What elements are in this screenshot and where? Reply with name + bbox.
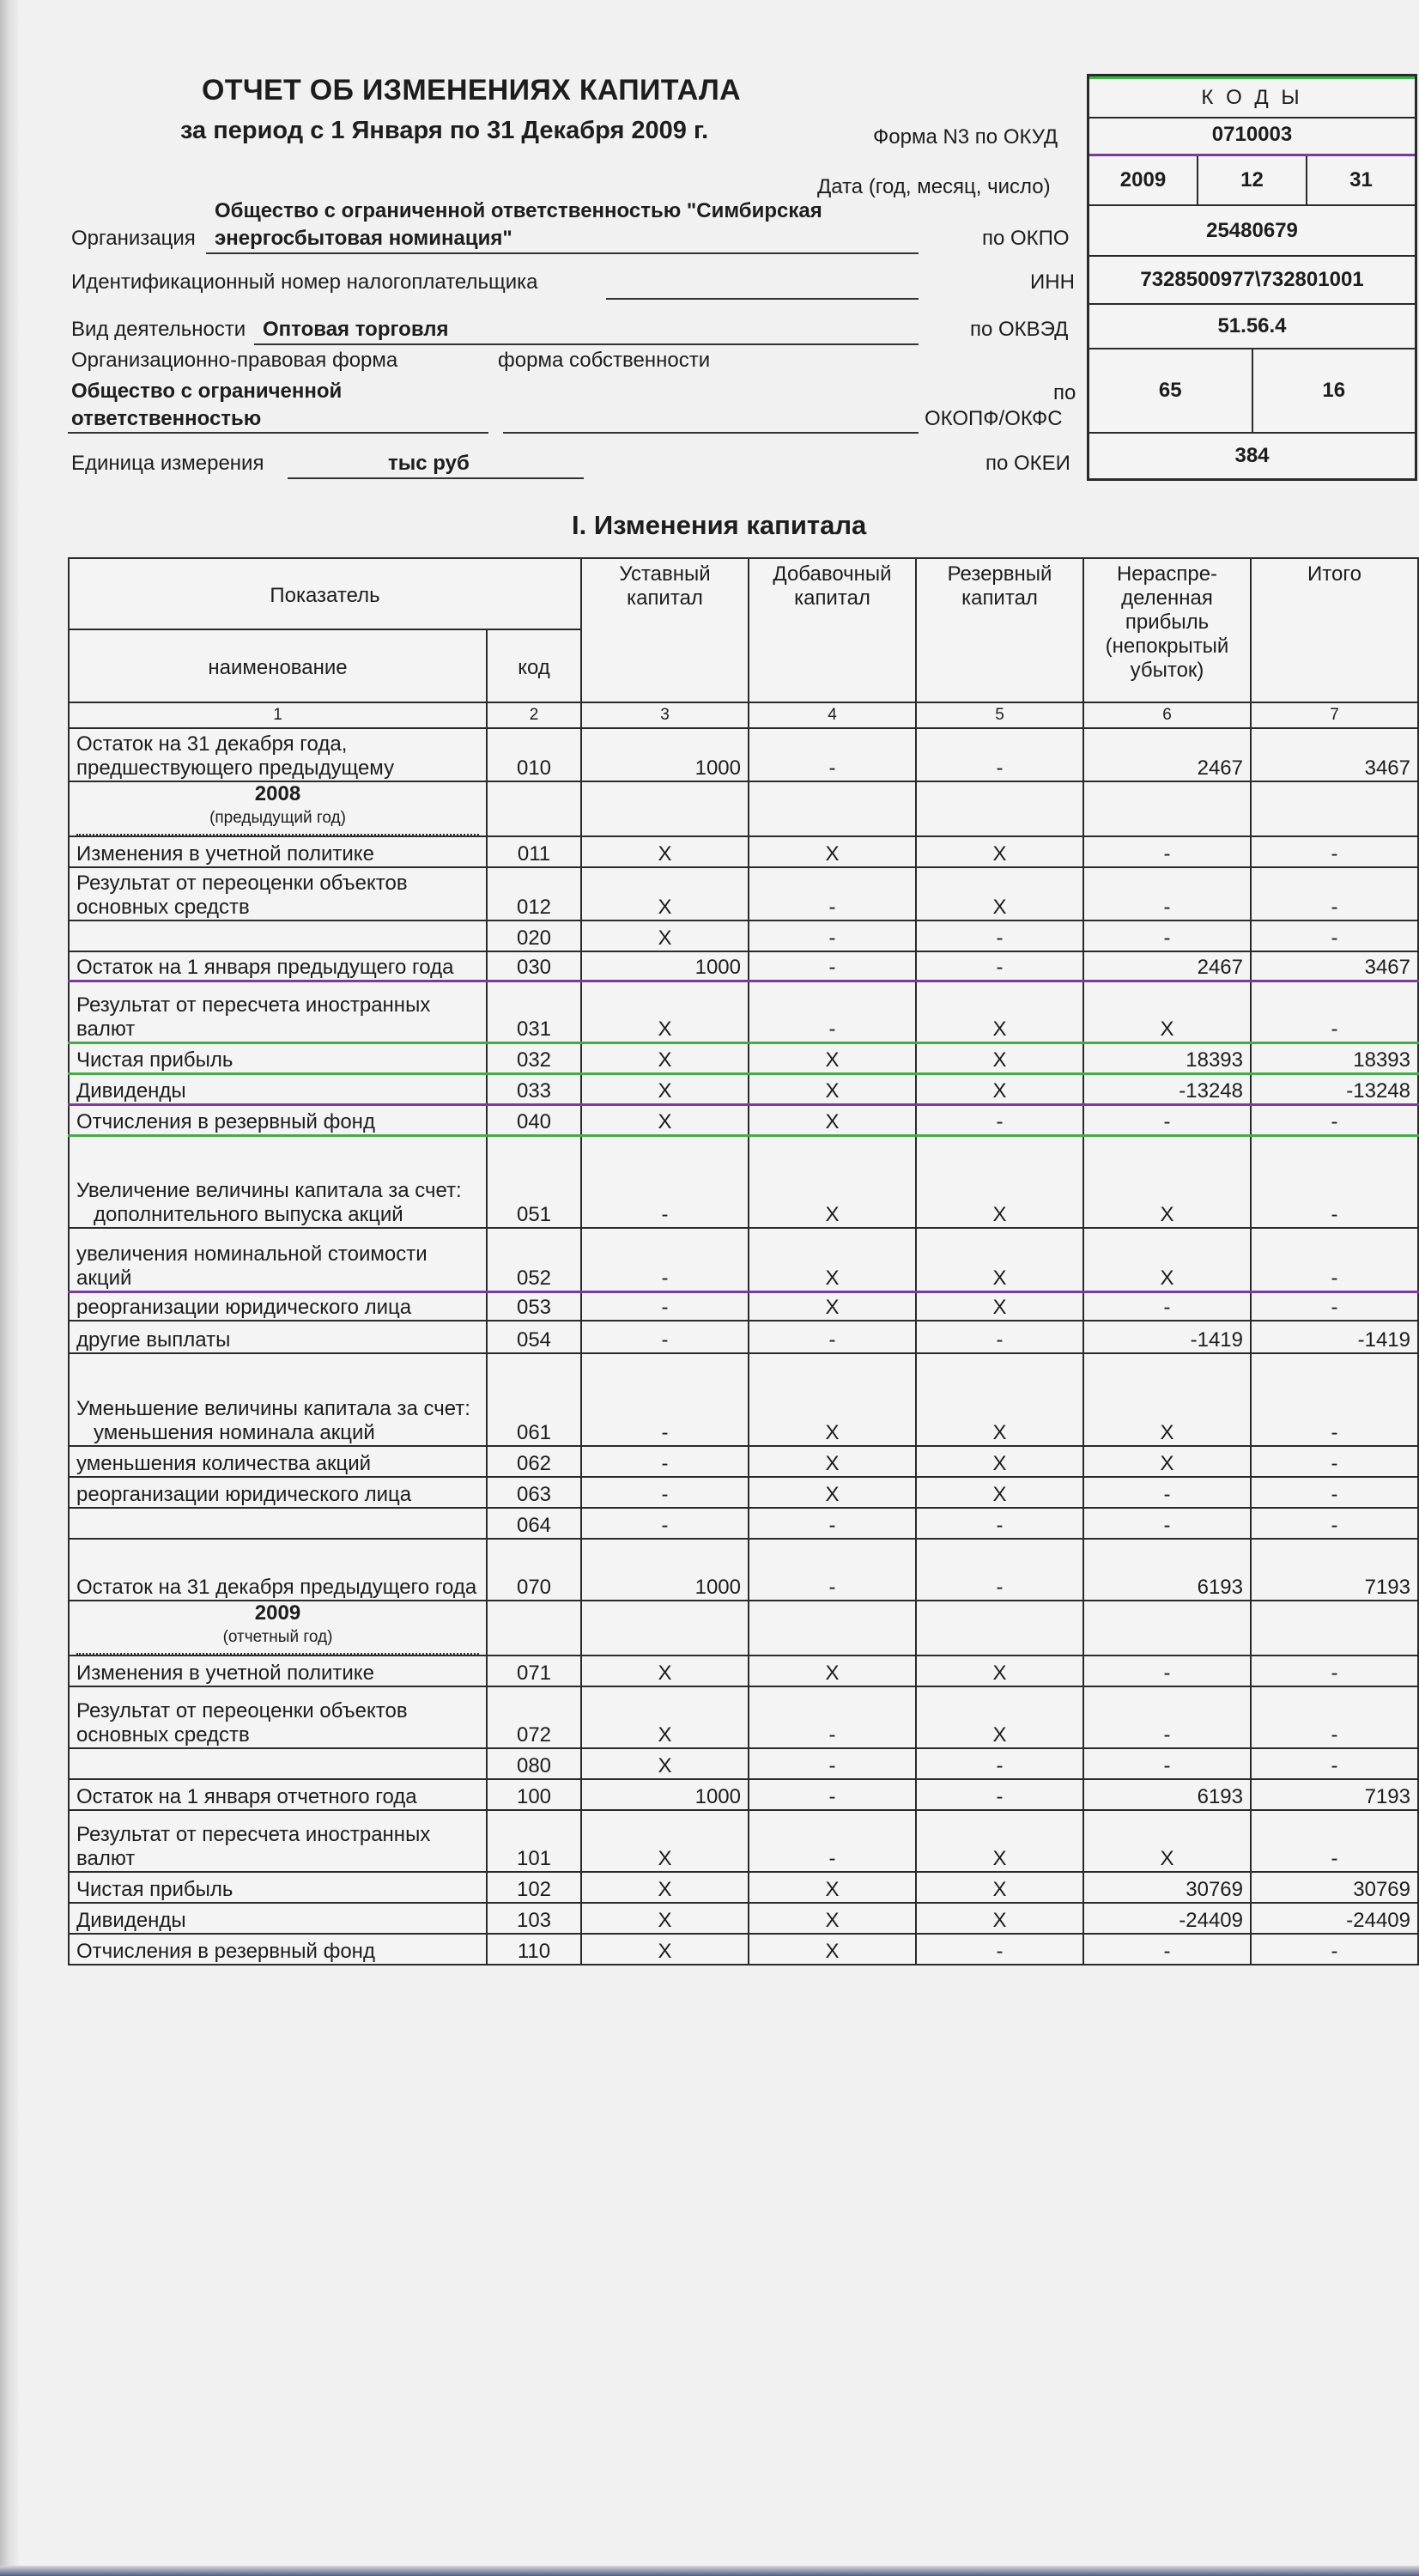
cell-c7: - xyxy=(1251,981,1418,1042)
cell-c5: X xyxy=(916,1291,1083,1321)
cell-c7: -13248 xyxy=(1251,1073,1418,1104)
cell-c4: X xyxy=(749,1042,916,1073)
header-name: наименование xyxy=(69,629,487,702)
form-okud-label: Форма N3 по ОКУД xyxy=(873,125,1058,149)
cell-c3: - xyxy=(581,1321,749,1353)
row-name: Чистая прибыль xyxy=(69,1872,487,1903)
activity-label: Вид деятельности xyxy=(71,318,246,341)
table-row xyxy=(69,1321,1418,1353)
cell-c3: - xyxy=(581,1477,749,1508)
cell-c5: - xyxy=(916,1104,1083,1135)
row-code: 062 xyxy=(487,1446,581,1477)
table-row xyxy=(69,1073,1418,1104)
cell-c5: X xyxy=(916,1073,1083,1104)
cell-c7: 7193 xyxy=(1251,1539,1418,1601)
cell-c7: -24409 xyxy=(1251,1903,1418,1934)
row-code: 110 xyxy=(487,1934,581,1965)
empty-cell xyxy=(916,1601,1083,1656)
row-sub-label: дополнительного выпуска акций xyxy=(94,1203,403,1226)
row-code: 063 xyxy=(487,1477,581,1508)
row-code: 011 xyxy=(487,836,581,867)
cell-c5: X xyxy=(916,1810,1083,1872)
table-row xyxy=(69,867,1418,920)
table-row xyxy=(69,1872,1418,1903)
year-note: (предыдущий год) xyxy=(76,806,479,835)
year-heading: 2008 xyxy=(254,782,301,805)
legal-form-value-line1: Общество с ограниченной xyxy=(71,380,343,403)
row-code: 101 xyxy=(487,1810,581,1872)
cell-c3: X xyxy=(581,1810,749,1872)
cell-c5: X xyxy=(916,1872,1083,1903)
cell-c6: -1419 xyxy=(1083,1321,1251,1353)
cell-c5: X xyxy=(916,1656,1083,1686)
empty-cell xyxy=(1083,781,1251,836)
row-code: 103 xyxy=(487,1903,581,1934)
ownership-label: форма собственности xyxy=(498,349,711,372)
header-indicator: Показатель xyxy=(69,558,581,629)
cell-c5: X xyxy=(916,1477,1083,1508)
report-title: ОТЧЕТ ОБ ИЗМЕНЕНИЯХ КАПИТАЛА xyxy=(202,74,741,106)
table-row xyxy=(69,1934,1418,1965)
index-cell: 2 xyxy=(487,702,581,728)
cell-c5: - xyxy=(916,1539,1083,1601)
cell-c7: 18393 xyxy=(1251,1042,1418,1073)
cell-c6: X xyxy=(1083,1810,1251,1872)
cell-c4: X xyxy=(749,1446,916,1477)
table-row xyxy=(69,1446,1418,1477)
empty-cell xyxy=(581,1601,749,1656)
index-cell: 7 xyxy=(1251,702,1418,728)
cell-c4: - xyxy=(749,1748,916,1779)
cell-c7: - xyxy=(1251,1104,1418,1135)
cell-c7: - xyxy=(1251,1291,1418,1321)
cell-c5: X xyxy=(916,836,1083,867)
empty-cell xyxy=(581,781,749,836)
cell-c5: X xyxy=(916,1446,1083,1477)
cell-c3: X xyxy=(581,867,749,920)
row-code: 012 xyxy=(487,867,581,920)
codes-box xyxy=(1087,74,1417,481)
cell-c5: X xyxy=(916,1353,1083,1446)
row-name xyxy=(69,1748,487,1779)
cell-c7: 3467 xyxy=(1251,951,1418,981)
cell-c3: 1000 xyxy=(581,1779,749,1810)
row-code: 072 xyxy=(487,1686,581,1748)
row-name: Остаток на 31 декабря предыдущего года xyxy=(69,1539,487,1601)
row-name: Изменения в учетной политике xyxy=(69,1656,487,1686)
cell-c3: - xyxy=(581,1228,749,1291)
inn-underline xyxy=(606,298,919,300)
header-additional-capital: Добавочный капитал xyxy=(749,558,916,702)
cell-c7: 30769 xyxy=(1251,1872,1418,1903)
okud-code: 0710003 xyxy=(1089,116,1415,156)
year-heading: 2009 xyxy=(254,1601,301,1625)
row-sub-label: уменьшения номинала акций xyxy=(94,1421,375,1444)
cell-c4: X xyxy=(749,1903,916,1934)
row-group-label: Увеличение величины капитала за счет: xyxy=(76,1179,462,1202)
row-code: 030 xyxy=(487,951,581,981)
cell-c6: 2467 xyxy=(1083,951,1251,981)
cell-c4: - xyxy=(749,1686,916,1748)
table-row xyxy=(69,1748,1418,1779)
unit-label: Единица измерения xyxy=(71,452,264,475)
row-name: Изменения в учетной политике xyxy=(69,836,487,867)
empty-cell xyxy=(1083,1601,1251,1656)
cell-c4: - xyxy=(749,981,916,1042)
cell-c3: X xyxy=(581,1872,749,1903)
row-code: 064 xyxy=(487,1508,581,1539)
cell-c6: X xyxy=(1083,1353,1251,1446)
cell-c6: 6193 xyxy=(1083,1539,1251,1601)
row-code: 051 xyxy=(487,1135,581,1228)
cell-c5: - xyxy=(916,1748,1083,1779)
table-row xyxy=(69,836,1418,867)
cell-c4: - xyxy=(749,951,916,981)
row-code: 031 xyxy=(487,981,581,1042)
cell-c4: X xyxy=(749,836,916,867)
okopf-label-1: по xyxy=(1053,381,1076,404)
cell-c5: - xyxy=(916,1321,1083,1353)
report-period: за период с 1 Января по 31 Декабря 2009 г. xyxy=(180,117,709,144)
cell-c7: - xyxy=(1251,1508,1418,1539)
cell-c5: - xyxy=(916,1779,1083,1810)
index-cell: 6 xyxy=(1083,702,1251,728)
codes-heading: К О Д Ы xyxy=(1089,76,1415,118)
code-day: 31 xyxy=(1349,168,1373,191)
empty-cell xyxy=(749,1601,916,1656)
cell-c6: - xyxy=(1083,867,1251,920)
cell-c3: 1000 xyxy=(581,1539,749,1601)
cell-c4: - xyxy=(749,920,916,951)
cell-c4: - xyxy=(749,1810,916,1872)
cell-c4: X xyxy=(749,1656,916,1686)
cell-c7: - xyxy=(1251,1934,1418,1965)
row-name: Остаток на 1 января отчетного года xyxy=(69,1779,487,1810)
org-name-line1: Общество с ограниченной ответственностью "Симбирская xyxy=(215,199,822,222)
row-name: реорганизации юридического лица xyxy=(69,1477,487,1508)
row-name xyxy=(69,1508,487,1539)
cell-c6: 2467 xyxy=(1083,728,1251,781)
inn-full-label: Идентификационный номер налогоплательщика xyxy=(71,270,538,294)
row-name: другие выплаты xyxy=(69,1321,487,1353)
cell-c6: X xyxy=(1083,1446,1251,1477)
code-year: 2009 xyxy=(1089,156,1198,204)
row-code: 040 xyxy=(487,1104,581,1135)
cell-c4: X xyxy=(749,1291,916,1321)
cell-c3: X xyxy=(581,981,749,1042)
row-code: 071 xyxy=(487,1656,581,1686)
okei-label: по ОКЕИ xyxy=(985,452,1070,475)
okved-code: 51.56.4 xyxy=(1089,305,1415,349)
cell-c7: - xyxy=(1251,1135,1418,1228)
cell-c7: - xyxy=(1251,1748,1418,1779)
header-reserve-capital: Резервный капитал xyxy=(916,558,1083,702)
table-row xyxy=(69,1104,1418,1135)
cell-c4: X xyxy=(749,1934,916,1965)
cell-c7: - xyxy=(1251,1353,1418,1446)
cell-c7: 7193 xyxy=(1251,1779,1418,1810)
cell-c4: - xyxy=(749,1321,916,1353)
cell-c6: - xyxy=(1083,1686,1251,1748)
empty-cell xyxy=(487,781,581,836)
row-name: уменьшения количества акций xyxy=(69,1446,487,1477)
cell-c4: - xyxy=(749,1539,916,1601)
cell-c3: 1000 xyxy=(581,951,749,981)
row-code: 100 xyxy=(487,1779,581,1810)
cell-c5: X xyxy=(916,981,1083,1042)
cell-c5: X xyxy=(916,1135,1083,1228)
row-name: Отчисления в резервный фонд xyxy=(69,1934,487,1965)
cell-c6: - xyxy=(1083,920,1251,951)
row-code: 061 xyxy=(487,1353,581,1446)
inn-code: 7328500977\732801001 xyxy=(1089,257,1415,305)
cell-c3: X xyxy=(581,1934,749,1965)
cell-c5: - xyxy=(916,920,1083,951)
table-row xyxy=(69,1353,1418,1446)
okopf-okfs-codes xyxy=(1089,349,1415,434)
row-name: реорганизации юридического лица xyxy=(69,1291,487,1321)
cell-c4: - xyxy=(749,867,916,920)
cell-c5: X xyxy=(916,867,1083,920)
cell-c6: - xyxy=(1083,1934,1251,1965)
row-code: 010 xyxy=(487,728,581,781)
row-code: 080 xyxy=(487,1748,581,1779)
okved-label: по ОКВЭД xyxy=(970,318,1069,341)
table-row xyxy=(69,1779,1418,1810)
cell-c4: X xyxy=(749,1135,916,1228)
empty-cell xyxy=(487,1601,581,1656)
row-name: увеличения номинальной стоимости акций xyxy=(69,1228,487,1291)
row-name: Остаток на 1 января предыдущего года xyxy=(69,951,487,981)
cell-c6: -24409 xyxy=(1083,1903,1251,1934)
index-cell: 4 xyxy=(749,702,916,728)
row-code: 053 xyxy=(487,1291,581,1321)
row-name: Отчисления в резервный фонд xyxy=(69,1104,487,1135)
cell-c5: X xyxy=(916,1686,1083,1748)
header-code: код xyxy=(487,629,581,702)
table-row xyxy=(69,951,1418,981)
row-code: 020 xyxy=(487,920,581,951)
table-row xyxy=(69,1656,1418,1686)
table-row xyxy=(69,1228,1418,1291)
cell-c7: - xyxy=(1251,1228,1418,1291)
cell-c6: - xyxy=(1083,1656,1251,1686)
cell-c4: - xyxy=(749,1779,916,1810)
row-name: Дивиденды xyxy=(69,1073,487,1104)
cell-c5: - xyxy=(916,1508,1083,1539)
row-code: 032 xyxy=(487,1042,581,1073)
row-name: Чистая прибыль xyxy=(69,1042,487,1073)
year-heading-cell xyxy=(69,781,487,836)
row-name xyxy=(69,1135,487,1228)
cell-c6: X xyxy=(1083,1135,1251,1228)
cell-c6: X xyxy=(1083,1228,1251,1291)
table-row xyxy=(69,1135,1418,1228)
cell-c5: - xyxy=(916,1934,1083,1965)
cell-c3: X xyxy=(581,1686,749,1748)
page-spine-shadow xyxy=(0,0,19,2576)
row-code: 102 xyxy=(487,1872,581,1903)
cell-c5: X xyxy=(916,1903,1083,1934)
cell-c7: - xyxy=(1251,1686,1418,1748)
cell-c4: - xyxy=(749,1508,916,1539)
cell-c3: 1000 xyxy=(581,728,749,781)
cell-c7: - xyxy=(1251,920,1418,951)
cell-c3: X xyxy=(581,1903,749,1934)
cell-c3: X xyxy=(581,1656,749,1686)
cell-c3: X xyxy=(581,920,749,951)
cell-c4: X xyxy=(749,1353,916,1446)
unit-underline xyxy=(288,477,584,479)
cell-c3: - xyxy=(581,1135,749,1228)
okpo-code: 25480679 xyxy=(1089,206,1415,257)
org-underline xyxy=(206,252,919,254)
cell-c4: - xyxy=(749,728,916,781)
row-name: Результат от пересчета иностранных валют xyxy=(69,981,487,1042)
row-name xyxy=(69,920,487,951)
table-row xyxy=(69,1903,1418,1934)
cell-c6: - xyxy=(1083,836,1251,867)
legal-form-label: Организационно-правовая форма xyxy=(71,349,398,372)
cell-c6: - xyxy=(1083,1477,1251,1508)
cell-c3: X xyxy=(581,1042,749,1073)
okei-code: 384 xyxy=(1234,444,1270,467)
cell-c7: - xyxy=(1251,1446,1418,1477)
activity-underline xyxy=(254,343,919,345)
cell-c5: X xyxy=(916,1228,1083,1291)
cell-c5: - xyxy=(916,951,1083,981)
org-name-line2: энергосбытовая номинация" xyxy=(215,227,512,250)
okpo-label: по ОКПО xyxy=(982,227,1070,250)
row-name: Результат от переоценки объектов основных средств xyxy=(69,1686,487,1748)
org-label: Организация xyxy=(71,227,196,250)
scan-bottom-edge xyxy=(0,2566,1419,2576)
row-code: 033 xyxy=(487,1073,581,1104)
cell-c4: X xyxy=(749,1228,916,1291)
date-codes xyxy=(1089,156,1415,206)
empty-cell xyxy=(1251,781,1418,836)
table-row xyxy=(69,1810,1418,1872)
cell-c6: 6193 xyxy=(1083,1779,1251,1810)
row-name: Остаток на 31 декабря года, предшествующего предыдущему xyxy=(69,728,487,781)
activity-value: Оптовая торговля xyxy=(263,318,449,341)
okopf-label-2: ОКОПФ/ОКФС xyxy=(925,407,1063,430)
table-row xyxy=(69,920,1418,951)
cell-c3: X xyxy=(581,836,749,867)
cell-c4: X xyxy=(749,1104,916,1135)
year-heading-cell xyxy=(69,1601,487,1656)
cell-c4: X xyxy=(749,1073,916,1104)
index-cell: 3 xyxy=(581,702,749,728)
table-row xyxy=(69,1291,1418,1321)
cell-c3: - xyxy=(581,1508,749,1539)
capital-changes-table xyxy=(68,557,1419,1965)
okfs-code: 16 xyxy=(1322,379,1346,402)
row-code: 070 xyxy=(487,1539,581,1601)
legal-form-value-line2: ответственностью xyxy=(71,407,262,430)
legal-form-underline xyxy=(68,432,488,434)
row-code: 054 xyxy=(487,1321,581,1353)
header-retained-earnings: Нераспре-деленная прибыль (непокрытый убыток) xyxy=(1083,558,1251,702)
cell-c7: -1419 xyxy=(1251,1321,1418,1353)
cell-c7: - xyxy=(1251,1477,1418,1508)
row-name: Результат от пересчета иностранных валют xyxy=(69,1810,487,1872)
cell-c6: X xyxy=(1083,981,1251,1042)
empty-cell xyxy=(749,781,916,836)
cell-c3: X xyxy=(581,1073,749,1104)
cell-c3: - xyxy=(581,1353,749,1446)
year-note: (отчетный год) xyxy=(76,1625,479,1655)
table-row xyxy=(69,1508,1418,1539)
cell-c6: - xyxy=(1083,1508,1251,1539)
empty-cell xyxy=(1251,1601,1418,1656)
cell-c7: 3467 xyxy=(1251,728,1418,781)
cell-c5: - xyxy=(916,728,1083,781)
table-row xyxy=(69,1539,1418,1601)
row-name: Результат от переоценки объектов основных средств xyxy=(69,867,487,920)
table-row xyxy=(69,1477,1418,1508)
cell-c5: X xyxy=(916,1042,1083,1073)
row-name xyxy=(69,1353,487,1446)
cell-c3: - xyxy=(581,1446,749,1477)
index-cell: 5 xyxy=(916,702,1083,728)
table-row xyxy=(69,728,1418,781)
cell-c7: - xyxy=(1251,867,1418,920)
cell-c7: - xyxy=(1251,1810,1418,1872)
row-group-label: Уменьшение величины капитала за счет: xyxy=(76,1397,470,1420)
cell-c3: - xyxy=(581,1291,749,1321)
cell-c6: 30769 xyxy=(1083,1872,1251,1903)
cell-c6: - xyxy=(1083,1104,1251,1135)
cell-c6: - xyxy=(1083,1748,1251,1779)
code-month: 12 xyxy=(1198,156,1307,204)
row-name: Дивиденды xyxy=(69,1903,487,1934)
table-body xyxy=(69,728,1418,1965)
table-row xyxy=(69,981,1418,1042)
header-total: Итого xyxy=(1251,558,1418,702)
index-cell: 1 xyxy=(69,702,487,728)
cell-c3: X xyxy=(581,1748,749,1779)
cell-c6: - xyxy=(1083,1291,1251,1321)
ownership-underline xyxy=(503,432,919,434)
inn-label: ИНН xyxy=(1030,270,1075,294)
okopf-code: 65 xyxy=(1089,349,1253,432)
cell-c4: X xyxy=(749,1872,916,1903)
cell-c7: - xyxy=(1251,836,1418,867)
date-label: Дата (год, месяц, число) xyxy=(817,175,1051,198)
section-title: I. Изменения капитала xyxy=(572,510,867,540)
cell-c6: 18393 xyxy=(1083,1042,1251,1073)
unit-value: тыс руб xyxy=(388,452,470,475)
cell-c3: X xyxy=(581,1104,749,1135)
row-code: 052 xyxy=(487,1228,581,1291)
table-row xyxy=(69,1042,1418,1073)
empty-cell xyxy=(916,781,1083,836)
cell-c7: - xyxy=(1251,1656,1418,1686)
cell-c6: -13248 xyxy=(1083,1073,1251,1104)
header-charter-capital: Уставный капитал xyxy=(581,558,749,702)
table-row xyxy=(69,1686,1418,1748)
cell-c4: X xyxy=(749,1477,916,1508)
